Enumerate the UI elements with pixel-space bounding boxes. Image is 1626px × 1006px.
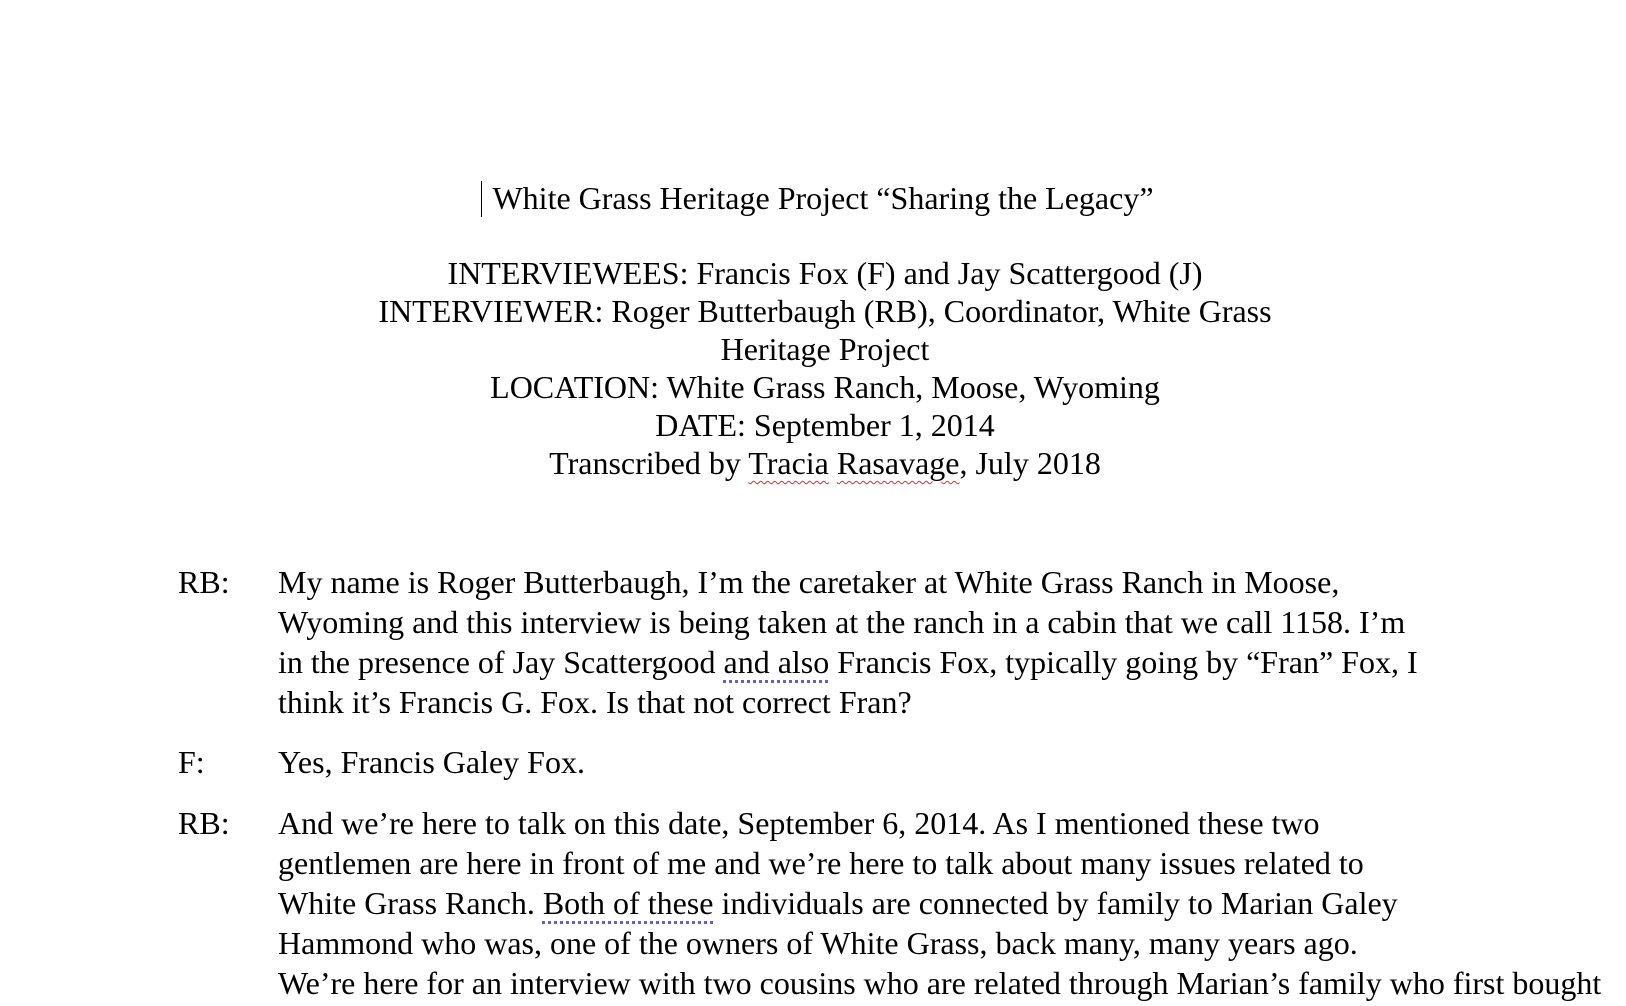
speaker-label: RB: [178,805,230,841]
turn-text [278,562,1468,722]
spellcheck-word[interactable]: Tracia [748,445,829,481]
text-line: gentlemen are here in front of me and we’re here to talk about many issues related to [278,845,1364,881]
speaker-label: RB: [178,564,230,600]
spellcheck-word[interactable]: Rasavage [836,445,960,481]
text-line: And we’re here to talk on this date, September 6, 2014. As I mentioned these two [278,805,1320,841]
transcribed-suffix: , July 2018 [959,445,1101,481]
speaker-label: F: [178,744,205,780]
interviewer-line: INTERVIEWER: Roger Butterbaugh (RB), Coordinator, White Grass [378,293,1272,329]
text-segment: White Grass Ranch. [278,885,543,921]
text-segment: Francis Fox, typically going by “Fran” Fox, I [829,644,1418,680]
interviewees-line: INTERVIEWEES: Francis Fox (F) and Jay Scattergood (J) [447,255,1203,291]
text-line: think it’s Francis G. Fox. Is that not correct Fran? [278,684,912,720]
text-line [278,642,1468,682]
text-line: We’re here for an interview with two cousins who are related through Marian’s family who first bought [278,965,1602,1001]
turn-text [278,742,1468,782]
text-line: Yes, Francis Galey Fox. [278,744,585,780]
text-line: Hammond who was, one of the owners of White Grass, back many, many years ago. [278,925,1358,961]
grammar-mark[interactable]: Both of these [542,885,714,921]
document-title: White Grass Heritage Project “Sharing the Legacy” [492,180,1154,216]
text-line: My name is Roger Butterbaugh, I’m the caretaker at White Grass Ranch in Moose, [278,564,1340,600]
interview-header [350,254,1300,482]
grammar-mark[interactable]: and also [723,644,830,680]
date-line: DATE: September 1, 2014 [655,407,995,443]
transcribed-line [350,444,1300,482]
text-line: Wyoming and this interview is being taken at the ranch in a cabin that we call 1158. I’m [278,604,1406,640]
turn-text [278,803,1602,1003]
text-segment: individuals are connected by family to Marian Galey [713,885,1398,921]
interviewer-line-continued: Heritage Project [720,331,930,367]
transcribed-prefix: Transcribed by [549,445,749,481]
text-line [278,883,1468,923]
text-segment: in the presence of Jay Scattergood [278,644,724,680]
location-line: LOCATION: White Grass Ranch, Moose, Wyoming [490,369,1160,405]
